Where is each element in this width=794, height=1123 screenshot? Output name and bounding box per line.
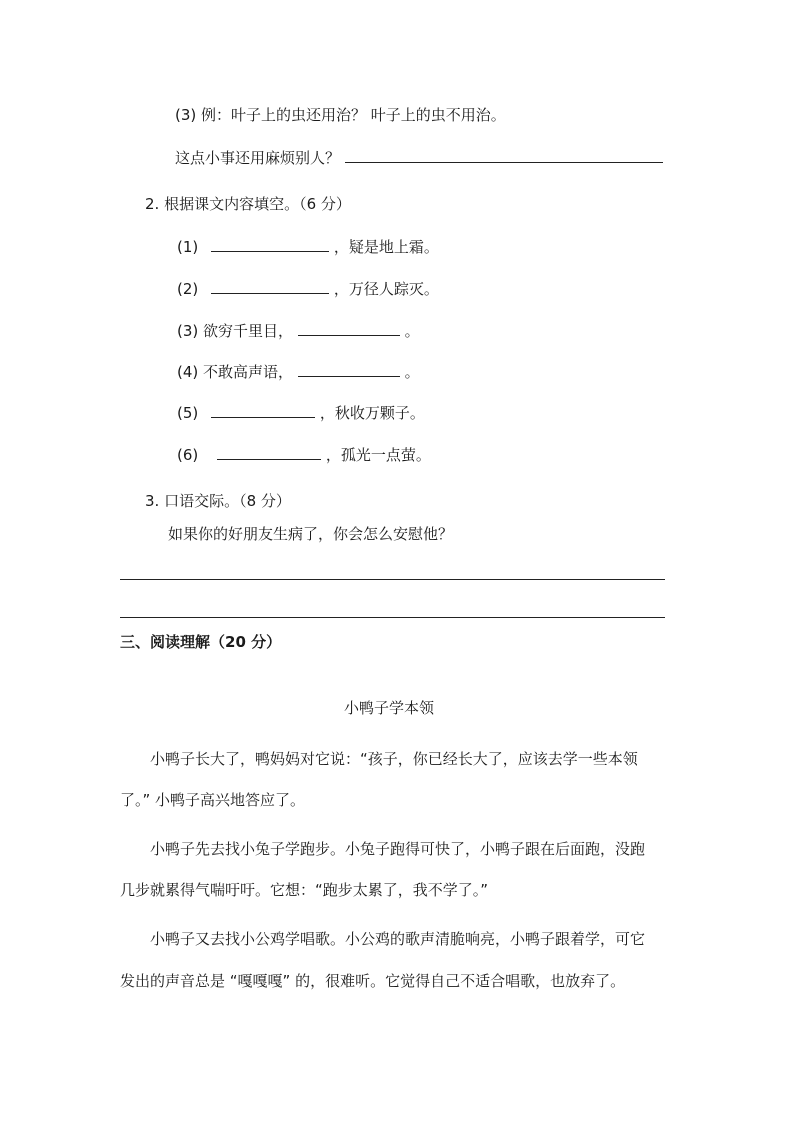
- item-label: (1): [177, 238, 199, 256]
- example-text: 例：叶子上的虫还用治？ 叶子上的虫不用治。: [201, 106, 506, 124]
- item-label: (2): [177, 280, 199, 298]
- fill-blank[interactable]: [298, 321, 400, 336]
- item-text-after: 。: [404, 363, 420, 381]
- q3-prompt: 如果你的好朋友生病了，你会怎么安慰他？: [168, 525, 454, 543]
- q2-item-3: [177, 321, 420, 341]
- item-text-after: ，万径人踪灭。: [333, 280, 439, 298]
- q3-heading: [145, 491, 291, 511]
- fill-blank[interactable]: [211, 279, 329, 294]
- q1-item3-answer-row: [175, 148, 663, 168]
- passage-title: 小鸭子学本领: [344, 699, 435, 717]
- answer-line-1[interactable]: [120, 579, 665, 580]
- q2-heading: [145, 194, 351, 214]
- item-text-after: ，秋收万颗子。: [319, 404, 425, 422]
- item-text-after: ，疑是地上霜。: [333, 238, 439, 256]
- item-text-before: 欲穷千里目，: [203, 322, 294, 340]
- prompt-sentence: 这点小事还用麻烦别人？: [175, 149, 341, 167]
- item-label: (3): [175, 106, 197, 124]
- item-text-before: 不敢高声语，: [203, 363, 294, 381]
- fill-blank[interactable]: [211, 403, 315, 418]
- passage-line: 小鸭子长大了，鸭妈妈对它说：“孩子，你已经长大了，应该去学一些本领: [150, 750, 638, 768]
- answer-blank[interactable]: [345, 148, 663, 163]
- item-text-after: ，孤光一点萤。: [325, 446, 431, 464]
- item-label: (5): [177, 404, 199, 422]
- question-number: 3.: [145, 492, 160, 510]
- item-text-after: 。: [404, 322, 420, 340]
- q2-item-4: [177, 362, 420, 382]
- section-heading: 三、阅读理解（20 分）: [120, 633, 282, 651]
- passage-line: 小鸭子先去找小兔子学跑步。小兔子跑得可快了，小鸭子跟在后面跑，没跑: [150, 840, 646, 858]
- passage-line: 发出的声音总是 “嘎嘎嘎” 的，很难听。它觉得自己不适合唱歌，也放弃了。: [120, 972, 626, 990]
- q2-item-1: [177, 237, 439, 257]
- passage-line: 几步就累得气喘吁吁。它想：“跑步太累了，我不学了。”: [120, 881, 489, 899]
- item-label: (6): [177, 446, 199, 464]
- fill-blank[interactable]: [298, 362, 400, 377]
- item-label: (3): [177, 322, 199, 340]
- q2-item-5: [177, 403, 425, 423]
- q2-item-2: [177, 279, 439, 299]
- question-number: 2.: [145, 195, 160, 213]
- passage-line: 了。” 小鸭子高兴地答应了。: [120, 791, 306, 809]
- q2-item-6: [177, 445, 431, 465]
- question-title: 根据课文内容填空。（6 分）: [164, 195, 351, 213]
- q1-item3-example: [175, 105, 506, 125]
- question-title: 口语交际。（8 分）: [164, 492, 291, 510]
- item-label: (4): [177, 363, 199, 381]
- fill-blank[interactable]: [211, 237, 329, 252]
- fill-blank[interactable]: [217, 445, 321, 460]
- answer-line-2[interactable]: [120, 617, 665, 618]
- passage-line: 小鸭子又去找小公鸡学唱歌。小公鸡的歌声清脆响亮，小鸭子跟着学，可它: [150, 930, 646, 948]
